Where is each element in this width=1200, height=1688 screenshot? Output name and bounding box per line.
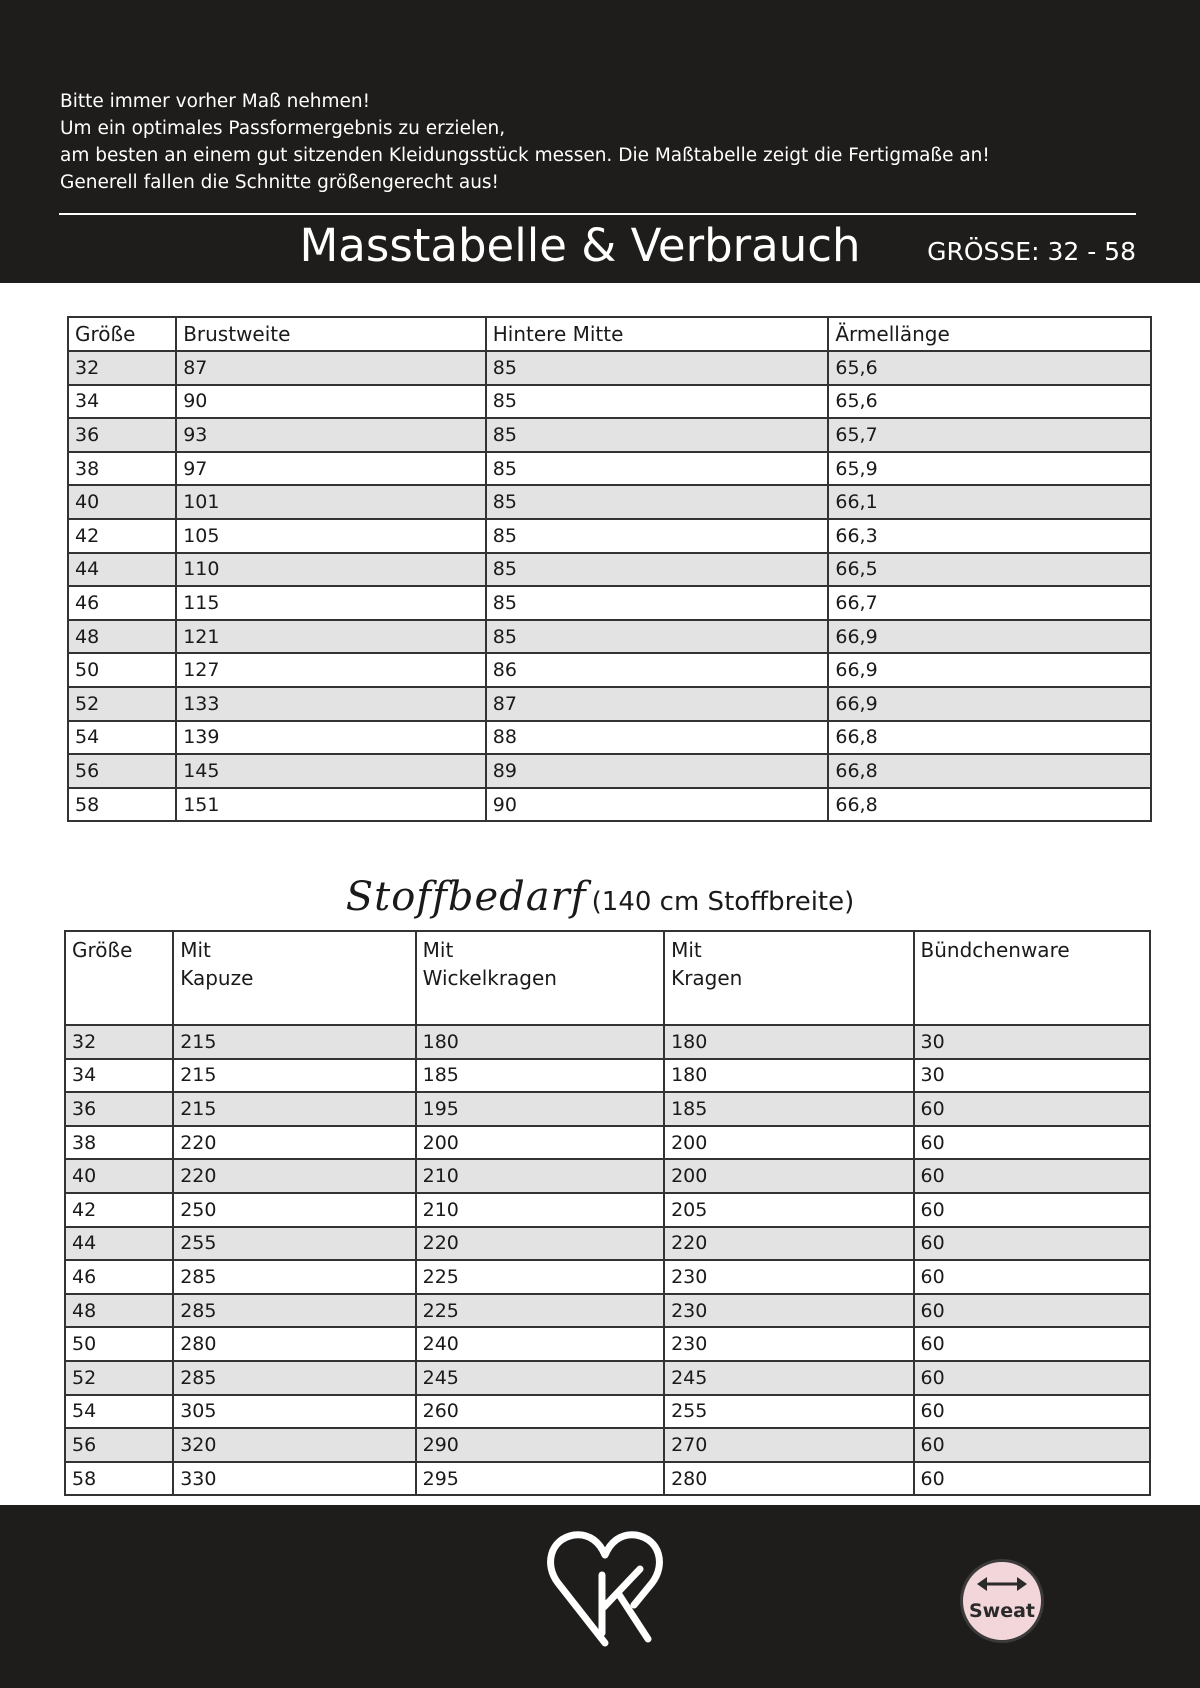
- table-cell: 34: [65, 1059, 173, 1093]
- table-cell: 50: [68, 653, 176, 687]
- table-row: [65, 1327, 1150, 1361]
- table-cell: 65,7: [828, 418, 1151, 452]
- heart-k-logo-icon: [540, 1521, 670, 1651]
- table-cell: 133: [176, 687, 486, 721]
- table-cell: 34: [68, 385, 176, 419]
- table-cell: 60: [914, 1260, 1150, 1294]
- table-cell: 52: [68, 687, 176, 721]
- table-cell: 60: [914, 1395, 1150, 1429]
- table-cell: 330: [173, 1462, 415, 1496]
- table-row: [68, 418, 1151, 452]
- table-cell: 66,1: [828, 485, 1151, 519]
- header-divider: [59, 213, 1136, 215]
- table-cell: 58: [68, 788, 176, 822]
- table-cell: 85: [486, 418, 829, 452]
- header-cell-back: Hintere Mitte: [486, 317, 829, 351]
- fabric-title-subtitle: (140 cm Stoffbreite): [591, 887, 855, 917]
- table-row: [68, 452, 1151, 486]
- header-cell-chest: Brustweite: [176, 317, 486, 351]
- table-cell: 215: [173, 1092, 415, 1126]
- table-cell: 90: [486, 788, 829, 822]
- table-cell: 60: [914, 1126, 1150, 1160]
- header-cell: [914, 931, 1150, 1025]
- table-cell: 210: [416, 1159, 664, 1193]
- table-cell: 93: [176, 418, 486, 452]
- size-range-label: GRÖSSE: 32 - 58: [927, 237, 1136, 266]
- measurement-table: [67, 316, 1152, 822]
- table-cell: 66,8: [828, 788, 1151, 822]
- table-cell: 230: [664, 1294, 913, 1328]
- table-row: [68, 351, 1151, 385]
- table-cell: 200: [664, 1159, 913, 1193]
- intro-line: Generell fallen die Schnitte größengerecht aus!: [60, 172, 499, 193]
- table-cell: 220: [173, 1159, 415, 1193]
- table-cell: 36: [65, 1092, 173, 1126]
- fabric-table: [64, 930, 1151, 1496]
- table-cell: 280: [173, 1327, 415, 1361]
- table-cell: 66,8: [828, 754, 1151, 788]
- table-cell: 50: [65, 1327, 173, 1361]
- table-cell: 60: [914, 1327, 1150, 1361]
- header-line: Größe: [72, 938, 133, 962]
- table-cell: 58: [65, 1462, 173, 1496]
- table-cell: 295: [416, 1462, 664, 1496]
- table-cell: 200: [664, 1126, 913, 1160]
- table-cell: 52: [65, 1361, 173, 1395]
- table-cell: 225: [416, 1260, 664, 1294]
- table-cell: 205: [664, 1193, 913, 1227]
- table-cell: 230: [664, 1327, 913, 1361]
- table-cell: 250: [173, 1193, 415, 1227]
- table-cell: 85: [486, 553, 829, 587]
- table-cell: 48: [68, 620, 176, 654]
- table-row: [68, 687, 1151, 721]
- header-cell: [664, 931, 913, 1025]
- fabric-title: [0, 874, 1200, 920]
- table-cell: 66,3: [828, 519, 1151, 553]
- table-cell: 60: [914, 1361, 1150, 1395]
- table-row: [68, 385, 1151, 419]
- table-cell: 60: [914, 1428, 1150, 1462]
- table-cell: 60: [914, 1462, 1150, 1496]
- table-cell: 44: [68, 553, 176, 587]
- table-row: [65, 1395, 1150, 1429]
- table-cell: 285: [173, 1260, 415, 1294]
- table-cell: 60: [914, 1159, 1150, 1193]
- table-cell: 220: [664, 1227, 913, 1261]
- table-cell: 180: [664, 1059, 913, 1093]
- table-cell: 245: [664, 1361, 913, 1395]
- table-cell: 145: [176, 754, 486, 788]
- table-cell: 101: [176, 485, 486, 519]
- header-line: Mit: [180, 938, 211, 962]
- table-cell: 48: [65, 1294, 173, 1328]
- header-line: Kragen: [671, 966, 743, 990]
- table-row: [65, 1092, 1150, 1126]
- table-row: [65, 1462, 1150, 1496]
- table-cell: 121: [176, 620, 486, 654]
- table-row: [68, 553, 1151, 587]
- table-cell: 32: [65, 1025, 173, 1059]
- fabric-table-body: [65, 1025, 1150, 1495]
- table-cell: 280: [664, 1462, 913, 1496]
- table-cell: 151: [176, 788, 486, 822]
- table-row: [68, 721, 1151, 755]
- table-cell: 210: [416, 1193, 664, 1227]
- table-cell: 66,9: [828, 620, 1151, 654]
- badge-label: Sweat: [968, 1600, 1036, 1622]
- table-row: [68, 788, 1151, 822]
- table-cell: 89: [486, 754, 829, 788]
- measurement-table-body: [68, 351, 1151, 821]
- stretch-arrows-icon: [977, 1574, 1027, 1594]
- table-row: [65, 1126, 1150, 1160]
- table-cell: 180: [664, 1025, 913, 1059]
- table-row: [65, 1227, 1150, 1261]
- table-cell: 88: [486, 721, 829, 755]
- table-cell: 225: [416, 1294, 664, 1328]
- table-cell: 38: [65, 1126, 173, 1160]
- table-cell: 60: [914, 1294, 1150, 1328]
- table-cell: 60: [914, 1092, 1150, 1126]
- table-cell: 195: [416, 1092, 664, 1126]
- table-row: [65, 1059, 1150, 1093]
- measurement-table-header: [68, 317, 1151, 351]
- intro-line: Um ein optimales Passformergebnis zu erzielen,: [60, 118, 506, 139]
- table-cell: 255: [664, 1395, 913, 1429]
- header-line: Wickelkragen: [422, 966, 557, 990]
- table-cell: 40: [68, 485, 176, 519]
- table-cell: 245: [416, 1361, 664, 1395]
- table-cell: 42: [65, 1193, 173, 1227]
- table-row: [68, 586, 1151, 620]
- table-cell: 40: [65, 1159, 173, 1193]
- header-cell-size: Größe: [68, 317, 176, 351]
- header-band: [0, 0, 1200, 283]
- table-row: [65, 1025, 1150, 1059]
- header-cell: [65, 931, 173, 1025]
- table-cell: 110: [176, 553, 486, 587]
- table-cell: 230: [664, 1260, 913, 1294]
- table-cell: 46: [68, 586, 176, 620]
- table-cell: 36: [68, 418, 176, 452]
- table-cell: 139: [176, 721, 486, 755]
- page-title: Masstabelle & Verbrauch: [299, 219, 861, 272]
- table-row: [68, 519, 1151, 553]
- table-cell: 240: [416, 1327, 664, 1361]
- table-cell: 305: [173, 1395, 415, 1429]
- fabric-type-badge: [960, 1559, 1044, 1643]
- table-cell: 90: [176, 385, 486, 419]
- fabric-table-header: [65, 931, 1150, 1025]
- table-cell: 60: [914, 1193, 1150, 1227]
- table-row: [65, 1159, 1150, 1193]
- table-cell: 87: [176, 351, 486, 385]
- table-cell: 255: [173, 1227, 415, 1261]
- header-line: Bündchenware: [920, 938, 1070, 962]
- header-cell: [416, 931, 664, 1025]
- table-cell: 66,8: [828, 721, 1151, 755]
- table-cell: 30: [914, 1059, 1150, 1093]
- table-cell: 127: [176, 653, 486, 687]
- table-cell: 85: [486, 586, 829, 620]
- intro-text: [60, 88, 990, 196]
- table-row: [68, 653, 1151, 687]
- intro-line: Bitte immer vorher Maß nehmen!: [60, 91, 371, 112]
- table-cell: 65,6: [828, 385, 1151, 419]
- header-line: Kapuze: [180, 966, 254, 990]
- table-cell: 65,9: [828, 452, 1151, 486]
- table-cell: 285: [173, 1361, 415, 1395]
- table-cell: 65,6: [828, 351, 1151, 385]
- table-cell: 180: [416, 1025, 664, 1059]
- table-cell: 105: [176, 519, 486, 553]
- fabric-title-script: Stoffbedarf: [345, 874, 587, 920]
- table-cell: 30: [914, 1025, 1150, 1059]
- table-cell: 66,9: [828, 653, 1151, 687]
- table-cell: 270: [664, 1428, 913, 1462]
- table-row: [65, 1294, 1150, 1328]
- table-cell: 54: [68, 721, 176, 755]
- header-line: Mit: [671, 938, 702, 962]
- table-cell: 200: [416, 1126, 664, 1160]
- table-cell: 42: [68, 519, 176, 553]
- table-cell: 85: [486, 620, 829, 654]
- table-cell: 32: [68, 351, 176, 385]
- table-cell: 85: [486, 519, 829, 553]
- intro-line: am besten an einem gut sitzenden Kleidungsstück messen. Die Maßtabelle zeigt die Fertigmaße an!: [60, 145, 990, 166]
- table-row: [65, 1361, 1150, 1395]
- table-cell: 220: [173, 1126, 415, 1160]
- table-cell: 87: [486, 687, 829, 721]
- table-row: [68, 620, 1151, 654]
- table-cell: 97: [176, 452, 486, 486]
- table-cell: 290: [416, 1428, 664, 1462]
- table-cell: 320: [173, 1428, 415, 1462]
- table-cell: 115: [176, 586, 486, 620]
- table-row: [65, 1428, 1150, 1462]
- table-cell: 66,7: [828, 586, 1151, 620]
- table-cell: 46: [65, 1260, 173, 1294]
- table-cell: 54: [65, 1395, 173, 1429]
- table-cell: 60: [914, 1227, 1150, 1261]
- table-row: [65, 1260, 1150, 1294]
- table-cell: 56: [65, 1428, 173, 1462]
- table-cell: 185: [416, 1059, 664, 1093]
- table-cell: 38: [68, 452, 176, 486]
- table-cell: 66,5: [828, 553, 1151, 587]
- table-cell: 85: [486, 485, 829, 519]
- table-cell: 215: [173, 1059, 415, 1093]
- table-cell: 44: [65, 1227, 173, 1261]
- header-cell-sleeve: Ärmellänge: [828, 317, 1151, 351]
- table-cell: 220: [416, 1227, 664, 1261]
- table-cell: 85: [486, 351, 829, 385]
- table-row: [65, 1193, 1150, 1227]
- table-cell: 260: [416, 1395, 664, 1429]
- table-row: [68, 485, 1151, 519]
- table-cell: 66,9: [828, 687, 1151, 721]
- table-row: [68, 754, 1151, 788]
- table-cell: 185: [664, 1092, 913, 1126]
- table-cell: 215: [173, 1025, 415, 1059]
- table-cell: 56: [68, 754, 176, 788]
- table-cell: 86: [486, 653, 829, 687]
- table-cell: 85: [486, 452, 829, 486]
- header-cell: [173, 931, 415, 1025]
- header-line: Mit: [422, 938, 454, 962]
- table-cell: 285: [173, 1294, 415, 1328]
- table-cell: 85: [486, 385, 829, 419]
